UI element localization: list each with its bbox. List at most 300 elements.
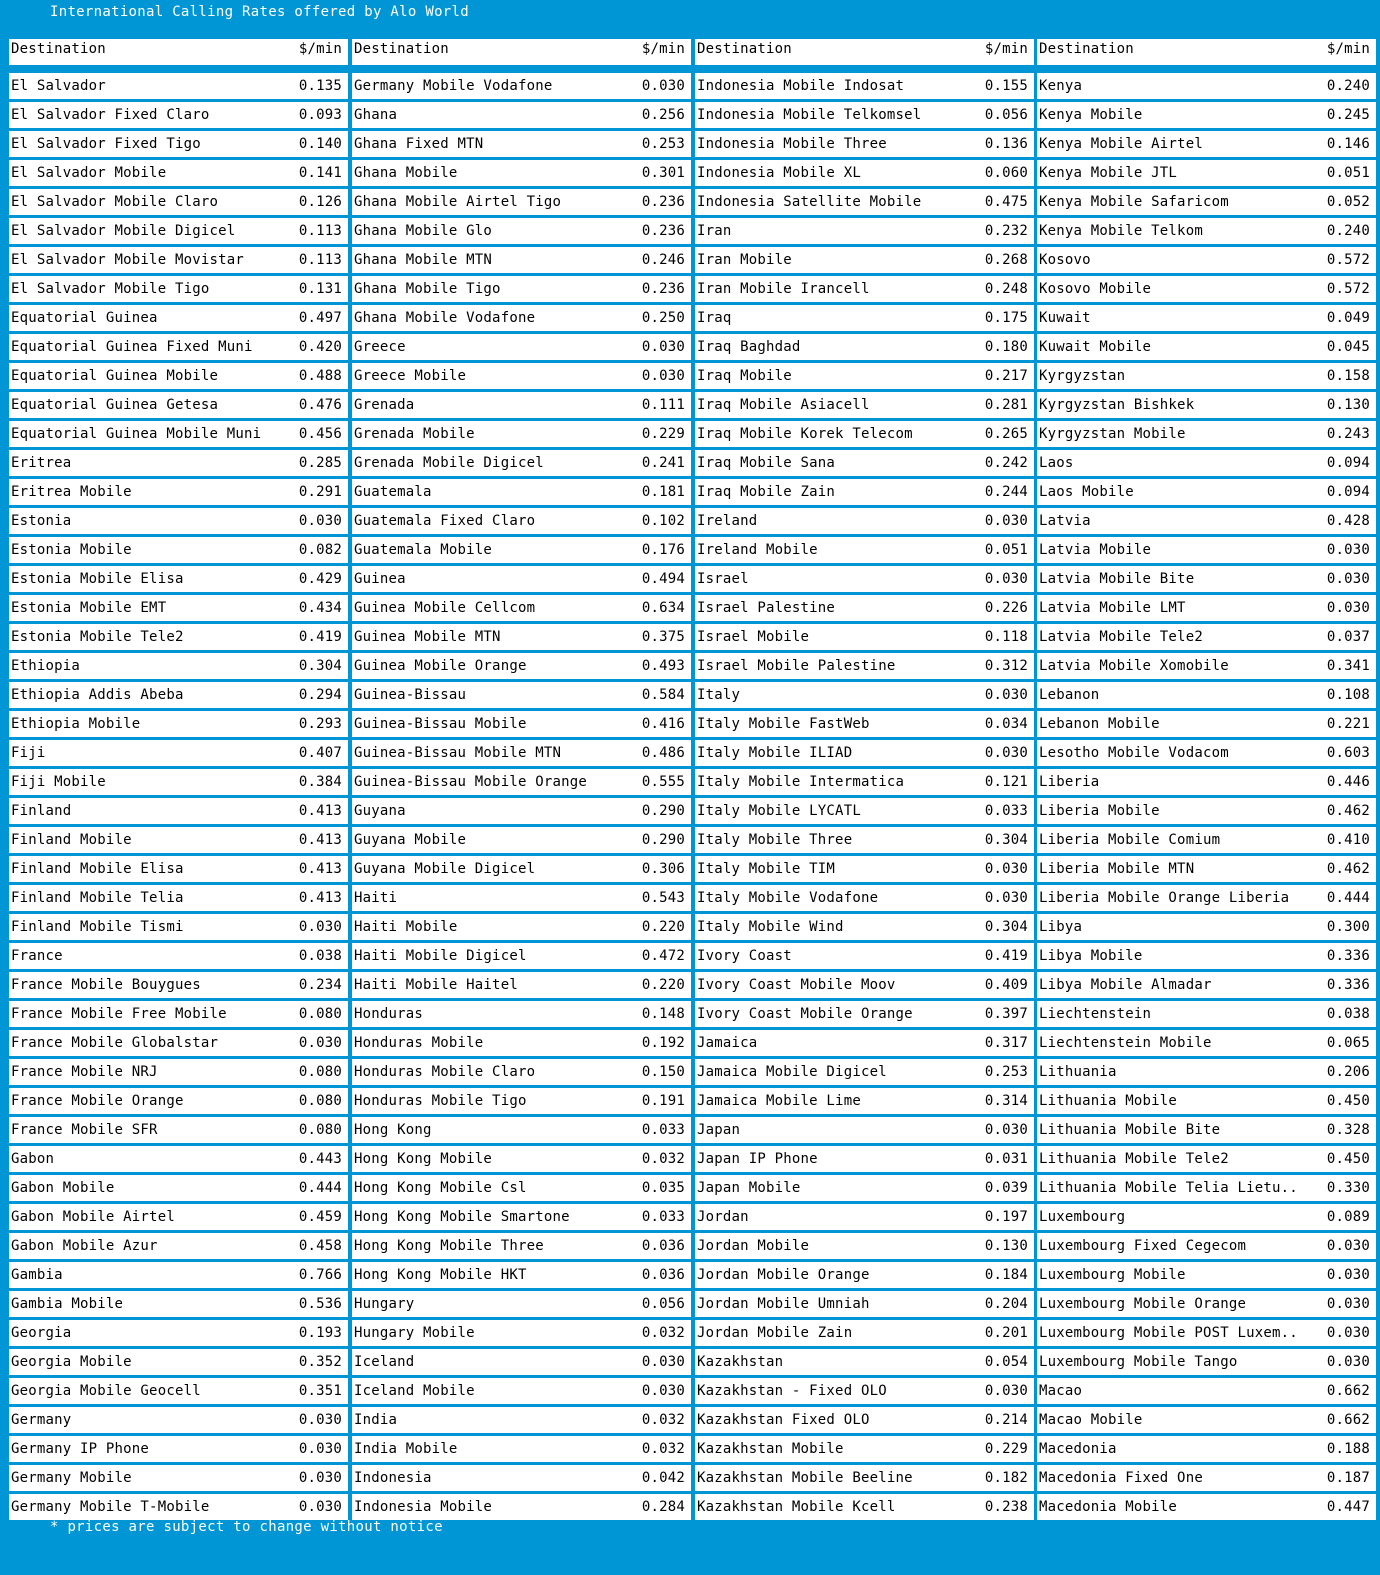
destination-cell: Georgia Mobile bbox=[11, 1354, 132, 1370]
rate-cell: 0.443 bbox=[298, 1151, 342, 1167]
rate-cell: 0.051 bbox=[1326, 165, 1370, 181]
table-row bbox=[1037, 1349, 1376, 1375]
table-row bbox=[9, 827, 348, 853]
rate-header: $/min bbox=[298, 41, 342, 57]
table-row bbox=[9, 247, 348, 273]
destination-header: Destination bbox=[697, 41, 792, 57]
table-row bbox=[9, 73, 348, 99]
destination-header: Destination bbox=[1039, 41, 1134, 57]
rate-cell: 0.475 bbox=[984, 194, 1028, 210]
destination-cell: Jamaica Mobile Lime bbox=[697, 1093, 861, 1109]
destination-cell: Kenya Mobile bbox=[1039, 107, 1143, 123]
rate-cell: 0.304 bbox=[984, 832, 1028, 848]
destination-cell: El Salvador Fixed Claro bbox=[11, 107, 210, 123]
rate-cell: 0.300 bbox=[1326, 919, 1370, 935]
rate-cell: 0.572 bbox=[1326, 281, 1370, 297]
destination-cell: Fiji bbox=[11, 745, 46, 761]
destination-cell: Haiti Mobile Digicel bbox=[354, 948, 527, 964]
destination-cell: Equatorial Guinea Fixed Muni bbox=[11, 339, 253, 355]
destination-cell: Finland Mobile Elisa bbox=[11, 861, 184, 877]
rate-cell: 0.094 bbox=[1326, 455, 1370, 471]
rate-cell: 0.634 bbox=[641, 600, 685, 616]
rate-cell: 0.413 bbox=[298, 832, 342, 848]
destination-cell: Libya Mobile bbox=[1039, 948, 1143, 964]
column-header bbox=[1037, 39, 1376, 65]
rate-cell: 0.146 bbox=[1326, 136, 1370, 152]
rate-cell: 0.056 bbox=[984, 107, 1028, 123]
rate-cell: 0.236 bbox=[641, 194, 685, 210]
rate-cell: 0.285 bbox=[298, 455, 342, 471]
destination-cell: France bbox=[11, 948, 63, 964]
rate-cell: 0.030 bbox=[1326, 600, 1370, 616]
destination-cell: Eritrea bbox=[11, 455, 72, 471]
table-row bbox=[352, 537, 691, 563]
destination-cell: Indonesia Mobile Telkomsel bbox=[697, 107, 922, 123]
destination-cell: Kazakhstan Fixed OLO bbox=[697, 1412, 870, 1428]
table-row bbox=[1037, 247, 1376, 273]
table-row bbox=[1037, 392, 1376, 418]
destination-cell: Liberia Mobile MTN bbox=[1039, 861, 1195, 877]
destination-header: Destination bbox=[354, 41, 449, 57]
table-row bbox=[695, 1291, 1034, 1317]
table-row bbox=[9, 682, 348, 708]
rate-cell: 0.407 bbox=[298, 745, 342, 761]
table-row bbox=[695, 305, 1034, 331]
destination-cell: Hong Kong Mobile bbox=[354, 1151, 493, 1167]
destination-cell: Guatemala Fixed Claro bbox=[354, 513, 536, 529]
destination-cell: Eritrea Mobile bbox=[11, 484, 132, 500]
rate-cell: 0.416 bbox=[641, 716, 685, 732]
destination-cell: Guinea-Bissau Mobile MTN bbox=[354, 745, 562, 761]
destination-cell: Hungary bbox=[354, 1296, 415, 1312]
rate-cell: 0.268 bbox=[984, 252, 1028, 268]
destination-cell: Ghana Fixed MTN bbox=[354, 136, 484, 152]
rate-cell: 0.060 bbox=[984, 165, 1028, 181]
table-row bbox=[695, 1030, 1034, 1056]
table-row bbox=[695, 972, 1034, 998]
rate-cell: 0.201 bbox=[984, 1325, 1028, 1341]
table-row bbox=[695, 421, 1034, 447]
table-row bbox=[1037, 131, 1376, 157]
table-row bbox=[9, 885, 348, 911]
destination-cell: Finland bbox=[11, 803, 72, 819]
destination-cell: Guinea bbox=[354, 571, 406, 587]
rate-cell: 0.032 bbox=[641, 1441, 685, 1457]
table-row bbox=[9, 1262, 348, 1288]
destination-cell: France Mobile Bouygues bbox=[11, 977, 201, 993]
rate-cell: 0.240 bbox=[1326, 223, 1370, 239]
destination-cell: Libya bbox=[1039, 919, 1083, 935]
destination-cell: Liberia bbox=[1039, 774, 1100, 790]
table-row bbox=[1037, 189, 1376, 215]
rate-cell: 0.242 bbox=[984, 455, 1028, 471]
destination-cell: Japan Mobile bbox=[697, 1180, 801, 1196]
table-row bbox=[9, 1233, 348, 1259]
table-row bbox=[9, 1465, 348, 1491]
table-row bbox=[352, 334, 691, 360]
destination-cell: Guatemala bbox=[354, 484, 432, 500]
table-row bbox=[352, 305, 691, 331]
rate-cell: 0.030 bbox=[641, 78, 685, 94]
destination-cell: Ivory Coast bbox=[697, 948, 792, 964]
rate-cell: 0.035 bbox=[641, 1180, 685, 1196]
rate-cell: 0.049 bbox=[1326, 310, 1370, 326]
destination-cell: Fiji Mobile bbox=[11, 774, 106, 790]
table-row bbox=[695, 450, 1034, 476]
rate-cell: 0.113 bbox=[298, 223, 342, 239]
rate-cell: 0.030 bbox=[641, 339, 685, 355]
destination-cell: Gambia Mobile bbox=[11, 1296, 124, 1312]
destination-cell: Equatorial Guinea Mobile Muni bbox=[11, 426, 262, 442]
destination-header: Destination bbox=[11, 41, 106, 57]
rate-cell: 0.447 bbox=[1326, 1499, 1370, 1515]
rate-cell: 0.030 bbox=[641, 1383, 685, 1399]
rate-cell: 0.375 bbox=[641, 629, 685, 645]
table-row bbox=[352, 508, 691, 534]
rate-cell: 0.429 bbox=[298, 571, 342, 587]
table-row bbox=[1037, 1262, 1376, 1288]
rate-cell: 0.176 bbox=[641, 542, 685, 558]
rate-cell: 0.291 bbox=[298, 484, 342, 500]
destination-cell: Italy Mobile Vodafone bbox=[697, 890, 879, 906]
destination-cell: Ghana Mobile Airtel Tigo bbox=[354, 194, 562, 210]
column-header bbox=[695, 39, 1034, 65]
table-row bbox=[352, 856, 691, 882]
destination-cell: Germany Mobile Vodafone bbox=[354, 78, 553, 94]
destination-cell: Iceland bbox=[354, 1354, 415, 1370]
rate-cell: 0.409 bbox=[984, 977, 1028, 993]
rate-cell: 0.030 bbox=[298, 1470, 342, 1486]
table-row bbox=[1037, 769, 1376, 795]
table-row bbox=[352, 218, 691, 244]
destination-cell: Kazakhstan Mobile bbox=[697, 1441, 844, 1457]
destination-cell: Japan IP Phone bbox=[697, 1151, 818, 1167]
rate-cell: 0.030 bbox=[1326, 542, 1370, 558]
destination-cell: Luxembourg bbox=[1039, 1209, 1126, 1225]
rate-cell: 0.181 bbox=[641, 484, 685, 500]
table-row bbox=[695, 537, 1034, 563]
destination-cell: Hong Kong Mobile Csl bbox=[354, 1180, 527, 1196]
rates-column-2 bbox=[352, 39, 691, 1523]
table-row bbox=[9, 943, 348, 969]
rate-cell: 0.204 bbox=[984, 1296, 1028, 1312]
rate-cell: 0.130 bbox=[1326, 397, 1370, 413]
rate-cell: 0.444 bbox=[1326, 890, 1370, 906]
rate-cell: 0.330 bbox=[1326, 1180, 1370, 1196]
table-row bbox=[1037, 1494, 1376, 1520]
rate-cell: 0.030 bbox=[984, 1122, 1028, 1138]
table-row bbox=[352, 392, 691, 418]
table-row bbox=[1037, 421, 1376, 447]
table-row bbox=[695, 276, 1034, 302]
destination-cell: Liberia Mobile Orange Liberia bbox=[1039, 890, 1290, 906]
rate-cell: 0.082 bbox=[298, 542, 342, 558]
rate-cell: 0.662 bbox=[1326, 1412, 1370, 1428]
destination-cell: Gambia bbox=[11, 1267, 63, 1283]
rate-cell: 0.030 bbox=[298, 1035, 342, 1051]
destination-cell: Honduras Mobile Claro bbox=[354, 1064, 536, 1080]
rate-cell: 0.290 bbox=[641, 803, 685, 819]
table-row bbox=[352, 1175, 691, 1201]
rate-cell: 0.462 bbox=[1326, 861, 1370, 877]
rate-cell: 0.039 bbox=[984, 1180, 1028, 1196]
rate-cell: 0.304 bbox=[298, 658, 342, 674]
table-row bbox=[352, 247, 691, 273]
table-row bbox=[9, 711, 348, 737]
table-row bbox=[9, 653, 348, 679]
table-row bbox=[695, 1146, 1034, 1172]
rate-cell: 0.118 bbox=[984, 629, 1028, 645]
table-row bbox=[695, 1436, 1034, 1462]
rate-cell: 0.243 bbox=[1326, 426, 1370, 442]
destination-cell: France Mobile Free Mobile bbox=[11, 1006, 227, 1022]
rate-cell: 0.446 bbox=[1326, 774, 1370, 790]
table-row bbox=[695, 624, 1034, 650]
rate-cell: 0.030 bbox=[1326, 1296, 1370, 1312]
table-row bbox=[352, 73, 691, 99]
rate-cell: 0.030 bbox=[298, 1441, 342, 1457]
rate-cell: 0.188 bbox=[1326, 1441, 1370, 1457]
table-row bbox=[9, 218, 348, 244]
table-row bbox=[695, 595, 1034, 621]
rate-cell: 0.187 bbox=[1326, 1470, 1370, 1486]
column-header bbox=[352, 39, 691, 65]
table-row bbox=[695, 1059, 1034, 1085]
destination-cell: Georgia Mobile Geocell bbox=[11, 1383, 201, 1399]
rate-cell: 0.089 bbox=[1326, 1209, 1370, 1225]
rate-cell: 0.413 bbox=[298, 890, 342, 906]
rate-cell: 0.130 bbox=[984, 1238, 1028, 1254]
table-row bbox=[1037, 276, 1376, 302]
destination-cell: Macao bbox=[1039, 1383, 1083, 1399]
rate-cell: 0.245 bbox=[1326, 107, 1370, 123]
rate-cell: 0.229 bbox=[641, 426, 685, 442]
destination-cell: India Mobile bbox=[354, 1441, 458, 1457]
destination-cell: El Salvador Fixed Tigo bbox=[11, 136, 201, 152]
table-row bbox=[1037, 827, 1376, 853]
destination-cell: El Salvador bbox=[11, 78, 106, 94]
rate-cell: 0.032 bbox=[641, 1412, 685, 1428]
rate-cell: 0.248 bbox=[984, 281, 1028, 297]
rate-cell: 0.038 bbox=[1326, 1006, 1370, 1022]
table-row bbox=[9, 1059, 348, 1085]
rate-cell: 0.175 bbox=[984, 310, 1028, 326]
rate-cell: 0.246 bbox=[641, 252, 685, 268]
destination-cell: Honduras bbox=[354, 1006, 424, 1022]
rate-cell: 0.229 bbox=[984, 1441, 1028, 1457]
rate-cell: 0.191 bbox=[641, 1093, 685, 1109]
table-row bbox=[1037, 624, 1376, 650]
rate-cell: 0.052 bbox=[1326, 194, 1370, 210]
table-row bbox=[9, 798, 348, 824]
table-row bbox=[9, 1001, 348, 1027]
destination-cell: Liberia Mobile bbox=[1039, 803, 1160, 819]
destination-cell: Latvia bbox=[1039, 513, 1091, 529]
rate-cell: 0.121 bbox=[984, 774, 1028, 790]
destination-cell: Iraq Mobile Korek Telecom bbox=[697, 426, 913, 442]
table-row bbox=[1037, 1291, 1376, 1317]
rate-cell: 0.033 bbox=[641, 1209, 685, 1225]
table-row bbox=[1037, 1436, 1376, 1462]
table-row bbox=[1037, 73, 1376, 99]
rate-cell: 0.030 bbox=[298, 1412, 342, 1428]
table-row bbox=[352, 624, 691, 650]
table-row bbox=[1037, 537, 1376, 563]
rate-cell: 0.450 bbox=[1326, 1093, 1370, 1109]
table-row bbox=[1037, 160, 1376, 186]
rate-cell: 0.221 bbox=[1326, 716, 1370, 732]
destination-cell: Finland Mobile Tismi bbox=[11, 919, 184, 935]
destination-cell: Italy Mobile LYCATL bbox=[697, 803, 861, 819]
rate-cell: 0.253 bbox=[984, 1064, 1028, 1080]
table-row bbox=[352, 1001, 691, 1027]
rate-cell: 0.238 bbox=[984, 1499, 1028, 1515]
table-row bbox=[1037, 1233, 1376, 1259]
destination-cell: Luxembourg Mobile bbox=[1039, 1267, 1186, 1283]
rate-cell: 0.536 bbox=[298, 1296, 342, 1312]
destination-cell: Germany Mobile bbox=[11, 1470, 132, 1486]
destination-cell: Grenada Mobile bbox=[354, 426, 475, 442]
table-row bbox=[352, 1407, 691, 1433]
destination-cell: Honduras Mobile Tigo bbox=[354, 1093, 527, 1109]
rate-cell: 0.284 bbox=[641, 1499, 685, 1515]
rate-cell: 0.494 bbox=[641, 571, 685, 587]
table-row bbox=[695, 508, 1034, 534]
table-row bbox=[9, 1320, 348, 1346]
destination-cell: Hong Kong bbox=[354, 1122, 432, 1138]
destination-cell: Estonia Mobile EMT bbox=[11, 600, 167, 616]
table-row bbox=[1037, 653, 1376, 679]
destination-cell: Hong Kong Mobile Three bbox=[354, 1238, 544, 1254]
destination-cell: Estonia Mobile Elisa bbox=[11, 571, 184, 587]
destination-cell: Ireland bbox=[697, 513, 758, 529]
rate-cell: 0.094 bbox=[1326, 484, 1370, 500]
table-row bbox=[352, 885, 691, 911]
destination-cell: Kyrgyzstan bbox=[1039, 368, 1126, 384]
table-row bbox=[695, 682, 1034, 708]
table-row bbox=[352, 1320, 691, 1346]
destination-cell: Indonesia Satellite Mobile bbox=[697, 194, 922, 210]
rate-cell: 0.314 bbox=[984, 1093, 1028, 1109]
table-row bbox=[1037, 856, 1376, 882]
table-row bbox=[1037, 566, 1376, 592]
column-header bbox=[9, 39, 348, 65]
destination-cell: Latvia Mobile Xomobile bbox=[1039, 658, 1229, 674]
destination-cell: Latvia Mobile LMT bbox=[1039, 600, 1186, 616]
rate-cell: 0.126 bbox=[298, 194, 342, 210]
destination-cell: El Salvador Mobile Tigo bbox=[11, 281, 210, 297]
table-row bbox=[1037, 682, 1376, 708]
destination-cell: Laos Mobile bbox=[1039, 484, 1134, 500]
destination-cell: Estonia Mobile Tele2 bbox=[11, 629, 184, 645]
rate-cell: 0.030 bbox=[984, 745, 1028, 761]
rate-cell: 0.413 bbox=[298, 803, 342, 819]
destination-cell: Equatorial Guinea Getesa bbox=[11, 397, 219, 413]
table-row bbox=[695, 218, 1034, 244]
table-row bbox=[1037, 1146, 1376, 1172]
table-row bbox=[9, 1117, 348, 1143]
rate-cell: 0.030 bbox=[298, 513, 342, 529]
rate-cell: 0.304 bbox=[984, 919, 1028, 935]
rates-column-3 bbox=[695, 39, 1034, 1523]
destination-cell: Estonia bbox=[11, 513, 72, 529]
destination-cell: Grenada bbox=[354, 397, 415, 413]
table-row bbox=[9, 1378, 348, 1404]
rate-cell: 0.030 bbox=[641, 368, 685, 384]
table-row bbox=[352, 131, 691, 157]
rate-cell: 0.217 bbox=[984, 368, 1028, 384]
table-row bbox=[352, 827, 691, 853]
rate-cell: 0.030 bbox=[984, 571, 1028, 587]
rate-cell: 0.572 bbox=[1326, 252, 1370, 268]
table-row bbox=[9, 769, 348, 795]
destination-cell: Indonesia Mobile Indosat bbox=[697, 78, 905, 94]
destination-cell: Italy Mobile Three bbox=[697, 832, 853, 848]
rate-cell: 0.486 bbox=[641, 745, 685, 761]
table-row bbox=[9, 537, 348, 563]
destination-cell: Ethiopia Mobile bbox=[11, 716, 141, 732]
rate-cell: 0.193 bbox=[298, 1325, 342, 1341]
destination-cell: Lithuania Mobile Tele2 bbox=[1039, 1151, 1229, 1167]
table-row bbox=[9, 363, 348, 389]
rate-cell: 0.131 bbox=[298, 281, 342, 297]
destination-cell: Indonesia Mobile Three bbox=[697, 136, 887, 152]
table-row bbox=[1037, 334, 1376, 360]
destination-cell: Ghana Mobile Glo bbox=[354, 223, 493, 239]
table-row bbox=[352, 479, 691, 505]
destination-cell: Lithuania Mobile Bite bbox=[1039, 1122, 1221, 1138]
destination-cell: Ethiopia bbox=[11, 658, 81, 674]
destination-cell: Kazakhstan - Fixed OLO bbox=[697, 1383, 887, 1399]
rate-cell: 0.603 bbox=[1326, 745, 1370, 761]
table-row bbox=[1037, 218, 1376, 244]
destination-cell: Ghana Mobile Tigo bbox=[354, 281, 501, 297]
table-row bbox=[352, 1117, 691, 1143]
rate-cell: 0.038 bbox=[298, 948, 342, 964]
rate-cell: 0.497 bbox=[298, 310, 342, 326]
destination-cell: Ivory Coast Mobile Orange bbox=[697, 1006, 913, 1022]
destination-cell: El Salvador Mobile Claro bbox=[11, 194, 219, 210]
destination-cell: France Mobile SFR bbox=[11, 1122, 158, 1138]
destination-cell: Italy Mobile ILIAD bbox=[697, 745, 853, 761]
rate-cell: 0.197 bbox=[984, 1209, 1028, 1225]
table-row bbox=[9, 566, 348, 592]
rate-cell: 0.214 bbox=[984, 1412, 1028, 1428]
rate-cell: 0.030 bbox=[1326, 571, 1370, 587]
destination-cell: Liberia Mobile Comium bbox=[1039, 832, 1221, 848]
destination-cell: Kenya Mobile JTL bbox=[1039, 165, 1178, 181]
rate-cell: 0.113 bbox=[298, 252, 342, 268]
destination-cell: Estonia Mobile bbox=[11, 542, 132, 558]
table-row bbox=[695, 1001, 1034, 1027]
rate-header: $/min bbox=[1326, 41, 1370, 57]
destination-cell: Gabon Mobile Azur bbox=[11, 1238, 158, 1254]
destination-cell: Guinea-Bissau Mobile Orange bbox=[354, 774, 587, 790]
table-row bbox=[695, 1204, 1034, 1230]
destination-cell: Iraq Mobile Zain bbox=[697, 484, 836, 500]
table-row bbox=[695, 885, 1034, 911]
destination-cell: Iceland Mobile bbox=[354, 1383, 475, 1399]
rate-cell: 0.301 bbox=[641, 165, 685, 181]
table-row bbox=[352, 1204, 691, 1230]
rate-cell: 0.206 bbox=[1326, 1064, 1370, 1080]
destination-cell: Honduras Mobile bbox=[354, 1035, 484, 1051]
rate-cell: 0.456 bbox=[298, 426, 342, 442]
table-row bbox=[9, 1088, 348, 1114]
table-row bbox=[9, 421, 348, 447]
destination-cell: Ghana Mobile MTN bbox=[354, 252, 493, 268]
destination-cell: Israel Mobile Palestine bbox=[697, 658, 896, 674]
